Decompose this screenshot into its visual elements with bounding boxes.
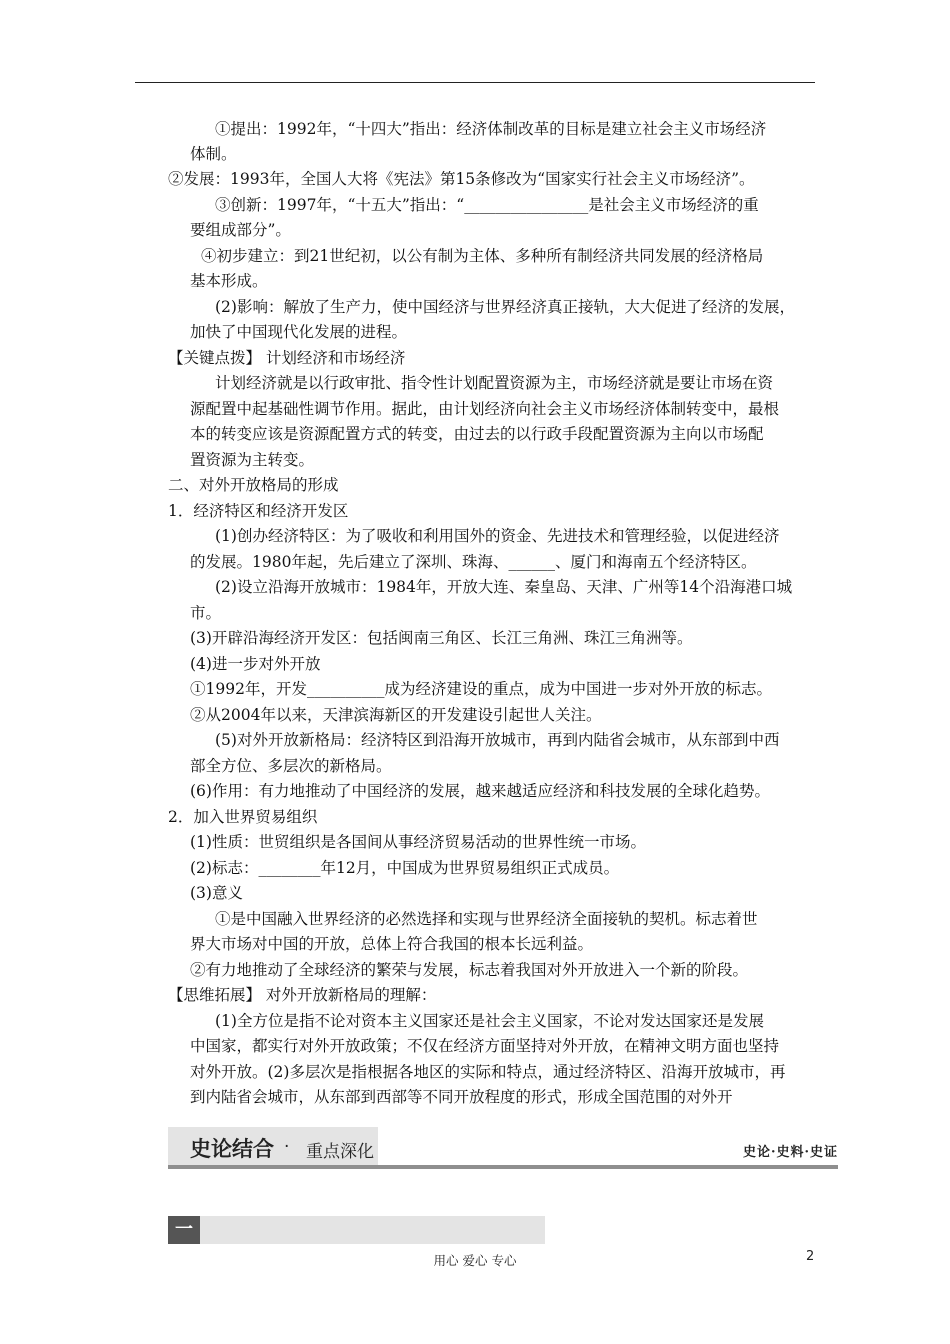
paragraph-line: 计划经济就是以行政审批、指令性计划配置资源为主，市场经济就是要让市场在资	[215, 374, 774, 392]
banner-rule	[168, 1165, 838, 1169]
paragraph-line: (2)标志：________年12月，中国成为世界贸易组织正式成员。	[190, 859, 620, 877]
section-marker: 一	[168, 1216, 200, 1244]
paragraph-line: 源配置中起基础性调节作用。据此，由计划经济向社会主义市场经济体制转变中，最根	[190, 400, 780, 418]
paragraph-line: 的发展。1980年起，先后建立了深圳、珠海、______、厦门和海南五个经济特区。	[190, 553, 757, 571]
banner-title: 史论结合	[190, 1137, 274, 1161]
header-rule	[135, 82, 815, 83]
paragraph-line: (3)开辟沿海经济开发区：包括闽南三角区、长江三角洲、珠江三角洲等。	[190, 629, 693, 647]
paragraph-line: (2)设立沿海开放城市：1984年，开放大连、秦皇岛、天津、广州等14个沿海港口城	[215, 578, 793, 596]
section-banner	[168, 1127, 838, 1171]
callout-heading: 【思维拓展】 对外开放新格局的理解：	[168, 986, 437, 1004]
paragraph-line: 部全方位、多层次的新格局。	[190, 757, 392, 775]
paragraph-line: 市。	[190, 604, 222, 622]
paragraph-line: 基本形成。	[190, 272, 268, 290]
subsection-heading: 1．经济特区和经济开发区	[168, 502, 349, 520]
banner-tagline: 史论·史料·史证	[742, 1145, 838, 1160]
paragraph-line: ①是中国融入世界经济的必然选择和实现与世界经济全面接轨的契机。标志着世	[215, 910, 758, 928]
paragraph-line: 本的转变应该是资源配置方式的转变，由过去的以行政手段配置资源为主向以市场配	[190, 425, 764, 443]
footer-text: 用心 爱心 专心	[433, 1253, 517, 1268]
paragraph-line: 要组成部分”。	[190, 221, 291, 239]
paragraph-line: 到内陆省会城市，从东部到西部等不同开放程度的形式，形成全国范围的对外开	[190, 1088, 733, 1106]
callout-heading: 【关键点拨】 计划经济和市场经济	[168, 349, 406, 367]
paragraph-line: (5)对外开放新格局：经济特区到沿海开放城市，再到内陆省会城市，从东部到中西	[215, 731, 780, 749]
paragraph-line: (6)作用：有力地推动了中国经济的发展，越来越适应经济和科技发展的全球化趋势。	[190, 782, 770, 800]
section-heading: 二、对外开放格局的形成	[168, 476, 339, 494]
paragraph-line: ②发展：1993年，全国人大将《宪法》第15条修改为“国家实行社会主义市场经济”。	[168, 170, 755, 188]
section-marker-bar	[168, 1216, 545, 1244]
paragraph-line: 对外开放。(2)多层次是指根据各地区的实际和特点，通过经济特区、沿海开放城市，再	[190, 1063, 786, 1081]
banner-dot: ·	[284, 1137, 290, 1157]
paragraph-line: ④初步建立：到21世纪初，以公有制为主体、多种所有制经济共同发展的经济格局	[201, 247, 764, 265]
paragraph-line: 体制。	[190, 145, 237, 163]
paragraph-line: 界大市场对中国的开放，总体上符合我国的根本长远利益。	[190, 935, 594, 953]
paragraph-line: ②有力地推动了全球经济的繁荣与发展，标志着我国对外开放进入一个新的阶段。	[190, 961, 749, 979]
paragraph-line: 加快了中国现代化发展的进程。	[190, 323, 408, 341]
paragraph-line: ①1992年，开发__________成为经济建设的重点，成为中国进一步对外开放的标志。	[190, 680, 772, 698]
paragraph-line: ①提出：1992年，“十四大”指出：经济体制改革的目标是建立社会主义市场经济	[215, 120, 767, 138]
paragraph-line: (1)全方位是指不论对资本主义国家还是社会主义国家，不论对发达国家还是发展	[215, 1012, 764, 1030]
subsection-heading: 2．加入世界贸易组织	[168, 808, 318, 826]
page-number: 2	[806, 1249, 815, 1264]
paragraph-line: (3)意义	[190, 884, 243, 902]
paragraph-line: (4)进一步对外开放	[190, 655, 321, 673]
paragraph-line: (1)性质：世贸组织是各国间从事经济贸易活动的世界性统一市场。	[190, 833, 646, 851]
paragraph-line: ②从2004年以来，天津滨海新区的开发建设引起世人关注。	[190, 706, 602, 724]
paragraph-line: 中国家，都实行对外开放政策；不仅在经济方面坚持对外开放，在精神文明方面也坚持	[190, 1037, 780, 1055]
paragraph-line: (1)创办经济特区：为了吸收和利用国外的资金、先进技术和管理经验，以促进经济	[215, 527, 780, 545]
paragraph-line: ③创新：1997年，“十五大”指出：“________________是社会主义市场经济的重	[215, 196, 759, 214]
paragraph-line: (2)影响：解放了生产力，使中国经济与世界经济真正接轨，大大促进了经济的发展，	[215, 298, 795, 316]
paragraph-line: 置资源为主转变。	[190, 451, 315, 469]
banner-subtitle: 重点深化	[306, 1142, 374, 1162]
